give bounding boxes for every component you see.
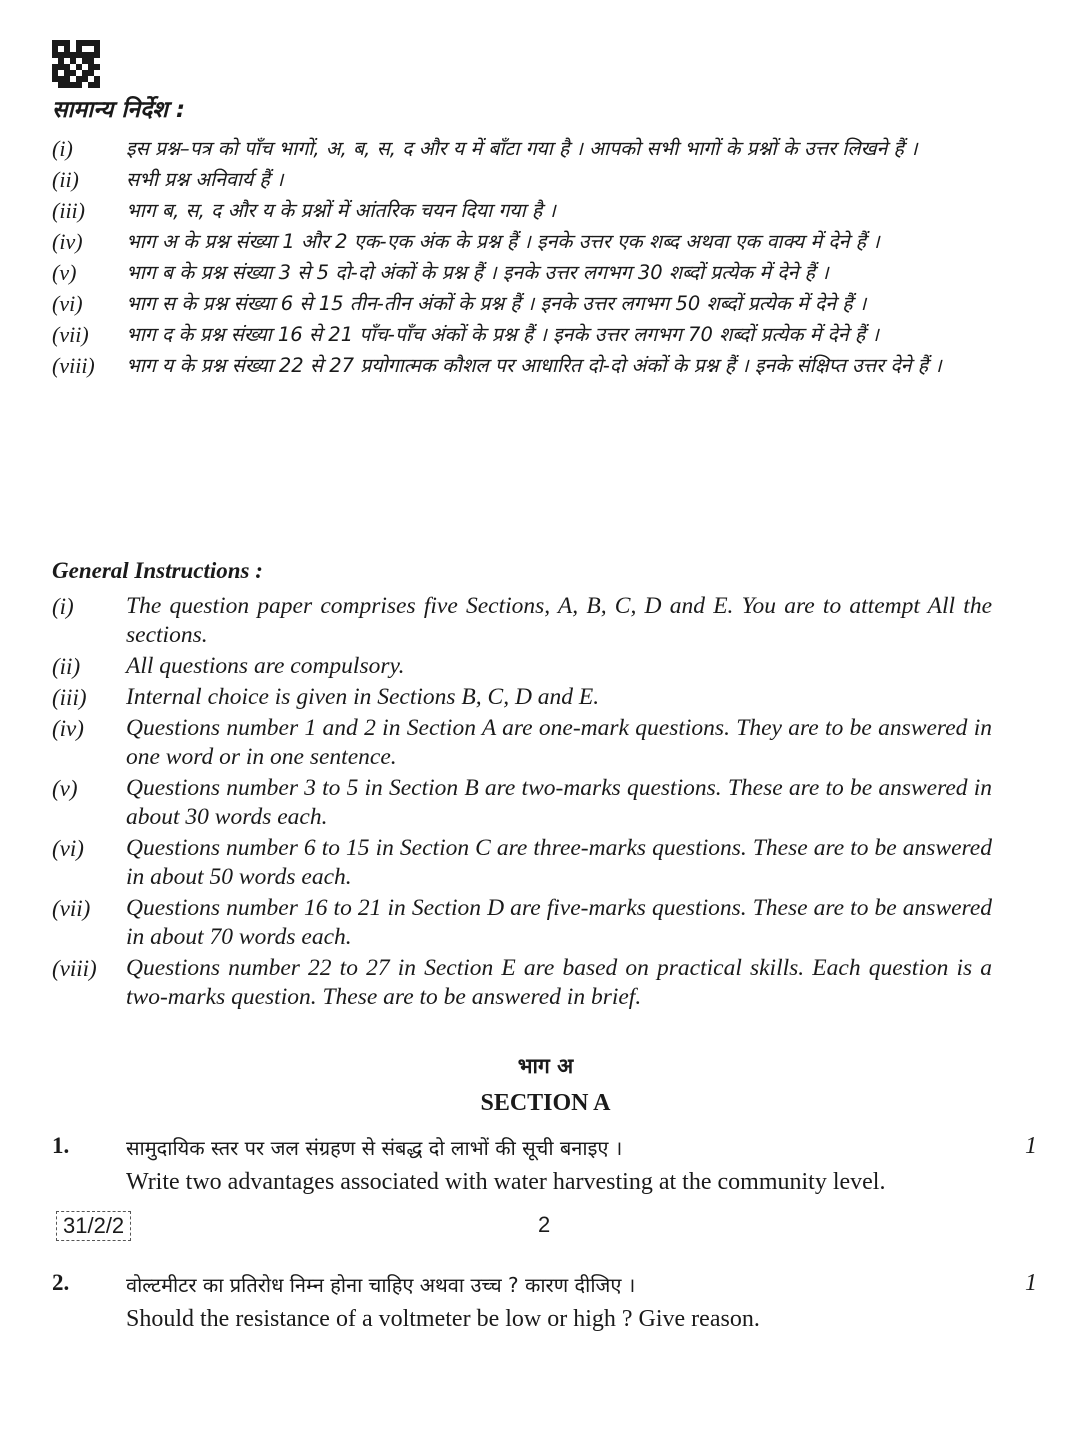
hindi-instructions-list <box>52 134 992 382</box>
question-number: 2. <box>52 1270 70 1295</box>
question-text-hindi: वोल्टमीटर का प्रतिरोध निम्न होना चाहिए अथवा उच्च ? कारण दीजिए । <box>126 1273 636 1297</box>
question-number: 1. <box>52 1133 70 1158</box>
question-1 <box>52 1133 1037 1198</box>
list-item: (vii) Questions number 16 to 21 in Section D are five-marks questions. These are to be answered in about 70 words each. <box>52 895 992 950</box>
general-instructions-heading: General Instructions : <box>52 558 263 583</box>
list-item: (ii) सभी प्रश्न अनिवार्य हैं । <box>52 167 284 192</box>
list-item: (iii) भाग ब, स, द और य के प्रश्नों में आंतरिक चयन दिया गया है । <box>52 198 556 223</box>
question-text-english: Write two advantages associated with water harvesting at the community level. <box>126 1169 886 1195</box>
page-number: 2 <box>538 1212 551 1237</box>
list-item: (v) भाग ब के प्रश्न संख्या 3 से 5 दो-दो अंकों के प्रश्न हैं । इनके उत्तर लगभग 30 शब्दों प्रत्येक में देने हैं । <box>52 260 829 285</box>
question-marks: 1 <box>1025 1270 1037 1296</box>
list-item: (vii) भाग द के प्रश्न संख्या 16 से 21 पाँच-पाँच अंकों के प्रश्न हैं । इनके उत्तर लगभग 70 शब्दों प्रत्येक में देने हैं । <box>52 322 879 347</box>
section-heading-english: SECTION A <box>480 1090 611 1116</box>
list-item: (v) Questions number 3 to 5 in Section B are two-marks questions. These are to be answered in about 30 words each. <box>52 775 992 830</box>
question-marks: 1 <box>1025 1133 1037 1159</box>
list-item: (i) इस प्रश्न–पत्र को पाँच भागों, अ, ब, स, द और य में बाँटा गया है । आपको सभी भागों के प्रश्नों के उत्तर लिखने हैं । <box>52 136 918 161</box>
list-item: (viii) Questions number 22 to 27 in Section E are based on practical skills. Each question is a two-marks question. These are to be answered in brief. <box>52 955 992 1010</box>
paper-code: 31/2/2 <box>56 1211 131 1241</box>
english-instructions-list <box>52 592 992 1014</box>
qr-code <box>52 40 100 88</box>
question-text-english: Should the resistance of a voltmeter be low or high ? Give reason. <box>126 1306 760 1332</box>
list-item: (iii) Internal choice is given in Sections B, C, D and E. <box>52 684 600 710</box>
list-item: (ii) All questions are compulsory. <box>52 653 405 679</box>
question-text-hindi: सामुदायिक स्तर पर जल संग्रहण से संबद्ध दो लाभों की सूची बनाइए । <box>126 1136 623 1160</box>
hindi-instructions-heading: सामान्य निर्देश : <box>52 97 186 123</box>
list-item: (iv) भाग अ के प्रश्न संख्या 1 और 2 एक-एक अंक के प्रश्न हैं । इनके उत्तर एक शब्द अथवा एक वाक्य में देने हैं । <box>52 229 880 254</box>
section-heading-hindi: भाग अ <box>517 1054 574 1078</box>
list-item: (vi) Questions number 6 to 15 in Section C are three-marks questions. These are to be answered in about 50 words each. <box>52 835 992 890</box>
list-item: (iv) Questions number 1 and 2 in Section A are one-mark questions. They are to be answered in one word or in one sentence. <box>52 715 992 770</box>
question-2 <box>52 1270 1037 1335</box>
list-item: (vi) भाग स के प्रश्न संख्या 6 से 15 तीन-तीन अंकों के प्रश्न हैं । इनके उत्तर लगभग 50 शब्दों प्रत्येक में देने हैं । <box>52 291 867 316</box>
list-item: (i) The question paper comprises five Sections, A, B, C, D and E. You are to attempt All the sections. <box>52 593 992 648</box>
list-item: (viii) भाग य के प्रश्न संख्या 22 से 27 प्रयोगात्मक कौशल पर आधारित दो-दो अंकों के प्रश्न हैं । इनके संक्षिप्त उत्तर देने हैं । <box>52 353 942 378</box>
